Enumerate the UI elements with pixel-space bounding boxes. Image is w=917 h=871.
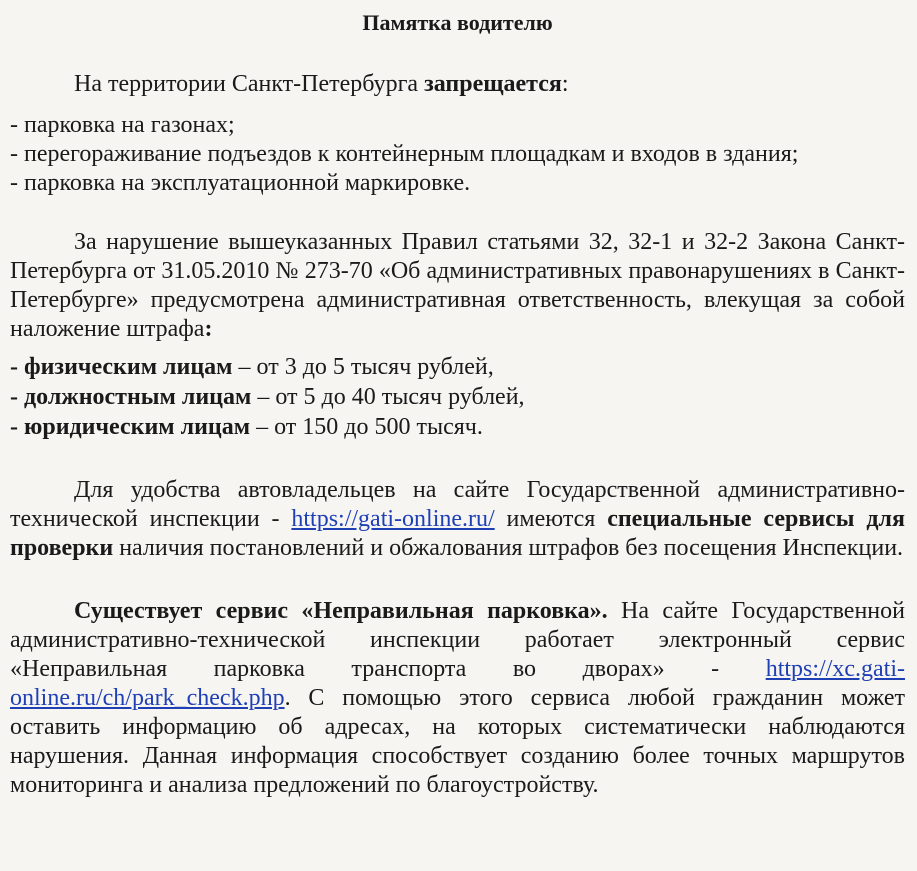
prohibition-item: - парковка на газонах; bbox=[10, 112, 235, 138]
fine-amount: – от 3 до 5 тысяч рублей, bbox=[232, 354, 494, 380]
park-check-link[interactable]: https://xc.gati-online.ru/ch/park_check.php bbox=[10, 656, 905, 711]
intro-text: На территории Санкт-Петербурга bbox=[74, 71, 425, 97]
fine-item bbox=[10, 352, 905, 382]
services-paragraph bbox=[10, 476, 905, 563]
intro-paragraph bbox=[10, 70, 905, 99]
parking-service-text: На сайте Государственной административно-технической инспекции работает электронный сервис «Неправильная парковка транспорта во дворах» - bbox=[10, 598, 905, 682]
liability-colon: : bbox=[204, 316, 213, 342]
fine-amount: – от 5 до 40 тысяч рублей, bbox=[251, 384, 525, 410]
parking-service-heading: Существует сервис «Неправильная парковка». bbox=[74, 598, 608, 624]
fine-prefix: - bbox=[10, 354, 24, 380]
fines-list bbox=[10, 352, 905, 442]
fine-who: должностным лицам bbox=[24, 384, 252, 410]
fine-amount: – от 150 до 500 тысяч. bbox=[250, 414, 483, 440]
parking-service-paragraph bbox=[10, 597, 905, 800]
fine-item bbox=[10, 382, 905, 412]
intro-colon: : bbox=[561, 71, 569, 97]
services-emphasis: специальные сервисы для проверки bbox=[10, 506, 905, 561]
fine-prefix: - bbox=[10, 384, 24, 410]
fine-who: физическим лицам bbox=[24, 354, 233, 380]
services-text: Для удобства автовладельцев на сайте Государственной административно-технической инспекции - bbox=[10, 477, 905, 532]
page-title: Памятка водителю bbox=[362, 10, 553, 35]
liability-paragraph bbox=[10, 228, 905, 344]
services-text-middle: имеются bbox=[494, 506, 608, 532]
fine-prefix: - bbox=[10, 414, 24, 440]
liability-text: За нарушение вышеуказанных Правил статьями 32, 32-1 и 32-2 Закона Санкт-Петербурга от 31.05.2010 № 273-70 «Об административных правонарушениях в Санкт-Петербурге» предусмотрена административная ответственность, влекущая за собой наложение штрафа bbox=[10, 229, 905, 342]
services-text-end: наличия постановлений и обжалования штрафов без посещения Инспекции. bbox=[113, 535, 904, 561]
intro-emphasis: запрещается bbox=[424, 71, 562, 97]
fine-who: юридическим лицам bbox=[24, 414, 251, 440]
prohibition-list bbox=[10, 111, 905, 198]
prohibition-item: - парковка на эксплуатационной маркировке. bbox=[10, 170, 471, 196]
parking-service-text-end: . С помощью этого сервиса любой гражданин может оставить информацию об адресах, на которых систематически наблюдаются нарушения. Данная информация способствует созданию более точных маршрутов мониторинга и анализа предложений по благоустройству. bbox=[10, 685, 905, 798]
prohibition-item: - перегораживание подъездов к контейнерным площадкам и входов в здания; bbox=[10, 141, 799, 167]
fine-item bbox=[10, 412, 905, 442]
gati-site-link[interactable]: https://gati-online.ru/ bbox=[291, 506, 495, 532]
